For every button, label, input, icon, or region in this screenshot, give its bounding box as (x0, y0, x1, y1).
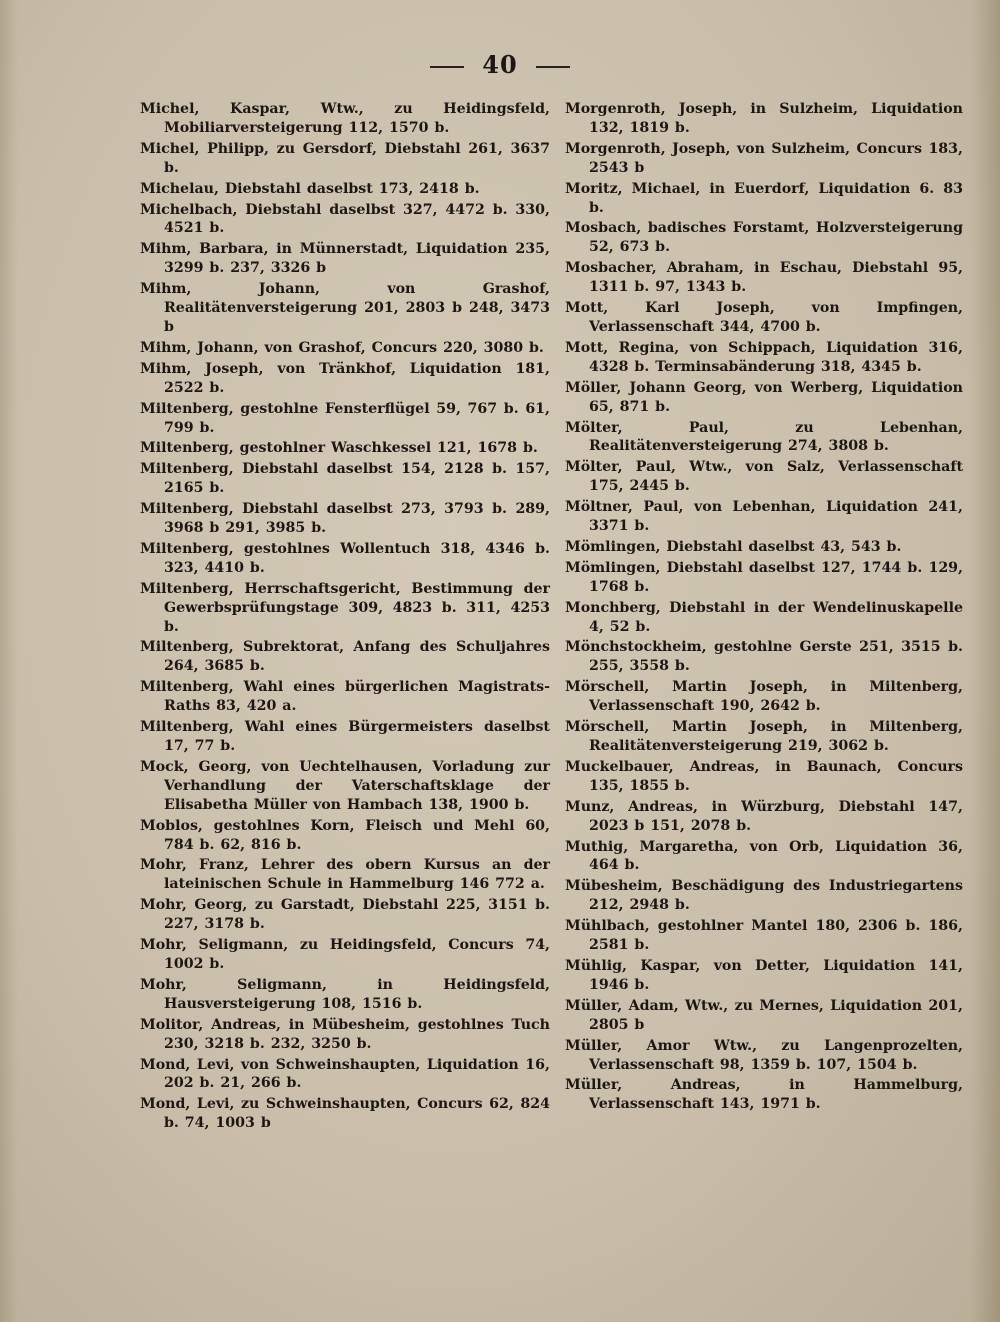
index-entry: Moblos, gestohlnes Korn, Fleisch und Mehl 60, 784 b. 62, 816 b. (140, 817, 550, 853)
index-entry: Mühlbach, gestohlner Mantel 180, 2306 b. 186, 2581 b. (565, 918, 963, 954)
index-column-right (565, 100, 963, 1116)
page-number: 40 (482, 50, 518, 79)
page-shadow-left (0, 0, 18, 1322)
page-header (0, 50, 1000, 79)
index-entry: Mohr, Seligmann, zu Heidingsfeld, Concurs 74, 1002 b. (140, 937, 550, 972)
index-entry: Mihm, Johann, von Grashof, Concurs 220, 3080 b. (140, 339, 544, 356)
index-entry: Mohr, Franz, Lehrer des obern Kursus an der lateinischen Schule in Hammelburg 146 772 a. (140, 857, 550, 893)
index-entry: Mölter, Paul, zu Lebenhan, Realitätenversteigerung 274, 3808 b. (565, 419, 963, 455)
index-entry: Miltenberg, Wahl eines bürgerlichen Magistrats-Raths 83, 420 a. (140, 679, 550, 715)
index-entry: Mott, Regina, von Schippach, Liquidation 316, 4328 b. Terminsabänderung 318, 4345 b. (565, 339, 963, 375)
index-entry: Müller, Amor Wtw., zu Langenprozelten, Verlassenschaft 98, 1359 b. 107, 1504 b. (565, 1037, 963, 1073)
index-entry: Mohr, Georg, zu Garstadt, Diebstahl 225, 3151 b. 227, 3178 b. (140, 897, 550, 933)
index-entry: Miltenberg, Subrektorat, Anfang des Schuljahres 264, 3685 b. (140, 639, 550, 675)
index-entry: Morgenroth, Joseph, von Sulzheim, Concurs 183, 2543 b (565, 140, 963, 176)
index-entry: Miltenberg, gestohlne Fensterflügel 59, 767 b. 61, 799 b. (140, 400, 550, 436)
index-entry: Morgenroth, Joseph, in Sulzheim, Liquidation 132, 1819 b. (565, 101, 963, 136)
index-entry: Mörschell, Martin Joseph, in Miltenberg, Realitätenversteigerung 219, 3062 b. (565, 719, 963, 754)
header-dash-left (430, 66, 464, 68)
index-entry: Möltner, Paul, von Lebenhan, Liquidation 241, 3371 b. (565, 499, 963, 535)
index-entry: Michelbach, Diebstahl daselbst 327, 4472 b. 330, 4521 b. (140, 201, 550, 237)
index-entry: Mörschell, Martin Joseph, in Miltenberg, Verlassenschaft 190, 2642 b. (565, 679, 963, 715)
index-entry: Mübesheim, Beschädigung des Industriegartens 212, 2948 b. (565, 878, 963, 914)
index-entry: Mölter, Paul, Wtw., von Salz, Verlassenschaft 175, 2445 b. (565, 459, 963, 495)
index-entry: Mott, Karl Joseph, von Impfingen, Verlassenschaft 344, 4700 b. (565, 300, 963, 335)
index-entry: Miltenberg, Diebstahl daselbst 273, 3793 b. 289, 3968 b 291, 3985 b. (140, 501, 550, 537)
index-entry: Mühlig, Kaspar, von Detter, Liquidation 141, 1946 b. (565, 957, 963, 993)
index-entry: Mömlingen, Diebstahl daselbst 127, 1744 b. 129, 1768 b. (565, 559, 963, 595)
index-entry: Michelau, Diebstahl daselbst 173, 2418 b. (140, 180, 480, 197)
index-entry: Michel, Philipp, zu Gersdorf, Diebstahl 261, 3637 b. (140, 140, 550, 176)
index-entry: Miltenberg, gestohlnes Wollentuch 318, 4346 b. 323, 4410 b. (140, 540, 550, 576)
index-entry: Mömlingen, Diebstahl daselbst 43, 543 b. (565, 538, 902, 555)
index-entry: Molitor, Andreas, in Mübesheim, gestohlnes Tuch 230, 3218 b. 232, 3250 b. (140, 1016, 550, 1052)
page-shadow-right (970, 0, 1000, 1322)
index-entry: Mihm, Joseph, von Tränkhof, Liquidation 181, 2522 b. (140, 360, 550, 396)
index-entry: Mönchstockheim, gestohlne Gerste 251, 3515 b. 255, 3558 b. (565, 639, 963, 675)
index-entry: Mohr, Seligmann, in Heidingsfeld, Hausversteigerung 108, 1516 b. (140, 976, 550, 1012)
index-entry: Miltenberg, gestohlner Waschkessel 121, 1678 b. (140, 440, 538, 457)
index-entry: Miltenberg, Diebstahl daselbst 154, 2128 b. 157, 2165 b. (140, 461, 550, 497)
index-entry: Mihm, Johann, von Grashof, Realitätenversteigerung 201, 2803 b 248, 3473 b (140, 281, 550, 335)
index-entry: Möller, Johann Georg, von Werberg, Liquidation 65, 871 b. (565, 379, 963, 415)
index-entry: Mihm, Barbara, in Münnerstadt, Liquidation 235, 3299 b. 237, 3326 b (140, 241, 550, 277)
index-entry: Muckelbauer, Andreas, in Baunach, Concurs 135, 1855 b. (565, 758, 963, 794)
header-dash-right (536, 66, 570, 68)
index-entry: Michel, Kaspar, Wtw., zu Heidingsfeld, Mobiliarversteigerung 112, 1570 b. (140, 101, 550, 136)
index-entry: Munz, Andreas, in Würzburg, Diebstahl 147, 2023 b 151, 2078 b. (565, 798, 963, 834)
index-entry: Miltenberg, Wahl eines Bürgermeisters daselbst 17, 77 b. (140, 719, 550, 754)
index-entry: Müller, Adam, Wtw., zu Mernes, Liquidation 201, 2805 b (565, 997, 963, 1033)
index-entry: Monchberg, Diebstahl in der Wendelinuskapelle 4, 52 b. (565, 599, 963, 635)
index-entry: Muthig, Margaretha, von Orb, Liquidation 36, 464 b. (565, 838, 963, 874)
index-entry: Moritz, Michael, in Euerdorf, Liquidation 6. 83 b. (565, 180, 963, 216)
index-entry: Mosbach, badisches Forstamt, Holzversteigerung 52, 673 b. (565, 220, 963, 256)
index-entry: Mosbacher, Abraham, in Eschau, Diebstahl 95, 1311 b. 97, 1343 b. (565, 260, 963, 296)
index-entry: Mock, Georg, von Uechtelhausen, Vorladung zur Verhandlung der Vaterschaftsklage der Elisabetha Müller von Hambach 138, 1900 b. (140, 758, 550, 813)
index-column-left (140, 100, 550, 1135)
index-entry: Mond, Levi, von Schweinshaupten, Liquidation 16, 202 b. 21, 266 b. (140, 1056, 550, 1092)
index-entry: Mond, Levi, zu Schweinshaupten, Concurs 62, 824 b. 74, 1003 b (140, 1096, 550, 1132)
index-entry: Miltenberg, Herrschaftsgericht, Bestimmung der Gewerbsprüfungstage 309, 4823 b. 311, 4253 b. (140, 580, 550, 635)
index-entry: Müller, Andreas, in Hammelburg, Verlassenschaft 143, 1971 b. (565, 1077, 963, 1113)
